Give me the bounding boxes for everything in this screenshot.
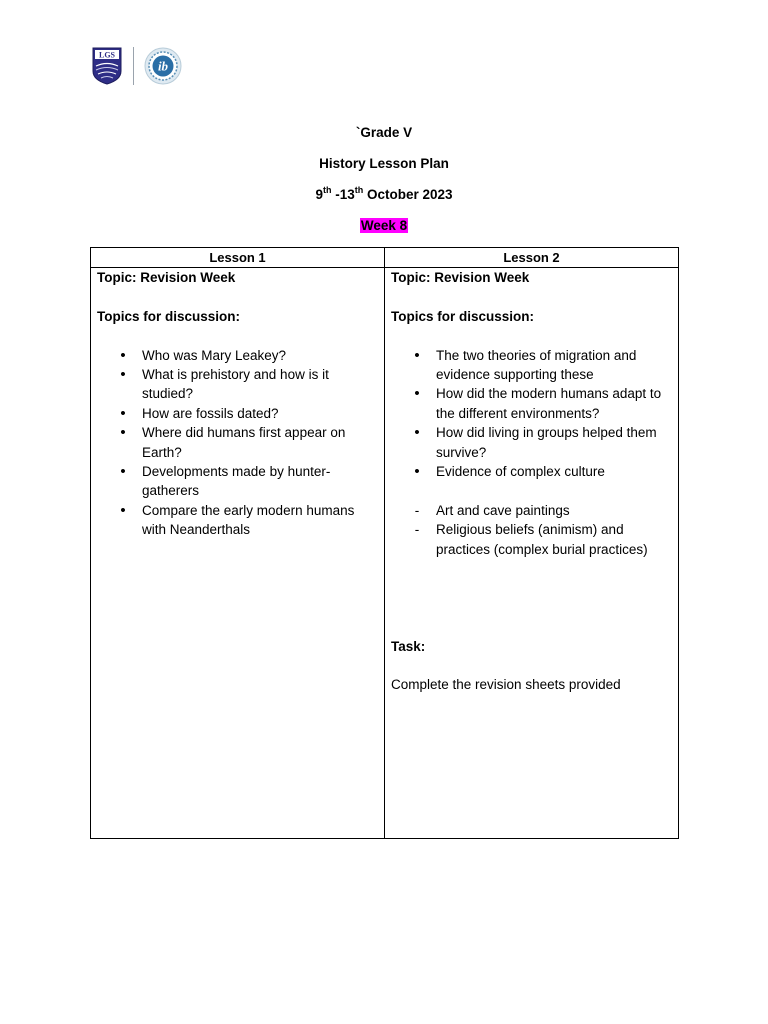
ib-logo [144, 47, 182, 85]
week-label: Week 8 [360, 218, 408, 233]
list-item: • What is prehistory and how is it studied? [97, 365, 379, 404]
svg-text:ib: ib [157, 58, 169, 74]
task-text: Complete the revision sheets provided [391, 677, 621, 693]
list-item: • Who was Mary Leakey? [97, 346, 379, 365]
bullet-icon [117, 365, 129, 384]
date-range: 9th -13th October 2023 [315, 184, 453, 202]
list-item: • How are fossils dated? [97, 404, 379, 423]
lesson-1-cell [97, 268, 379, 540]
bullet-icon [117, 462, 129, 481]
logo-bar [92, 45, 182, 87]
lesson-2-topic: Topic: Revision Week [391, 270, 530, 285]
bullet-icon [117, 423, 129, 442]
bullet-icon [117, 404, 129, 423]
bullet-icon [411, 384, 423, 403]
bullet-icon [411, 346, 423, 365]
lgs-crest-logo [92, 47, 122, 85]
lesson-2-discussion-label: Topics for discussion: [391, 308, 535, 324]
week-label-row [0, 217, 768, 235]
bullet-icon [411, 423, 423, 442]
task-label: Task: [391, 638, 426, 654]
lesson-1-header: Lesson 1 [209, 250, 266, 265]
dash-icon [411, 501, 423, 520]
list-item: • Where did humans first appear on Earth? [97, 423, 379, 462]
plan-title: History Lesson Plan [319, 156, 449, 171]
list-item: • How did the modern humans adapt to the different environments? [391, 384, 674, 423]
list-item: • Compare the early modern humans with Neanderthals [97, 501, 379, 540]
list-item: • How did living in groups helped them survive? [391, 423, 674, 462]
grade-heading: `Grade V [355, 125, 413, 140]
lesson-2-topics-list [391, 346, 674, 482]
lesson-1-discussion-label: Topics for discussion: [97, 308, 241, 324]
lesson-2-cell [391, 268, 674, 695]
bullet-icon [117, 501, 129, 520]
svg-text:LGS: LGS [98, 50, 116, 60]
lesson-2-header: Lesson 2 [503, 250, 560, 265]
list-item: - Art and cave paintings [391, 501, 674, 520]
lesson-1-topics-list [97, 346, 379, 540]
complex-culture-sublist [391, 501, 674, 559]
column-divider [384, 248, 385, 838]
bullet-icon [411, 462, 423, 481]
lesson-1-topic: Topic: Revision Week [97, 270, 236, 285]
bullet-icon [117, 346, 129, 365]
logo-divider [133, 47, 134, 85]
list-item: • The two theories of migration and evidence supporting these [391, 346, 674, 385]
list-item: • Developments made by hunter-gatherers [97, 462, 379, 501]
list-item: - Religious beliefs (animism) and practices (complex burial practices) [391, 520, 674, 559]
lesson-plan-table [90, 247, 679, 839]
list-item: • Evidence of complex culture [391, 462, 674, 481]
dash-icon [411, 520, 423, 539]
